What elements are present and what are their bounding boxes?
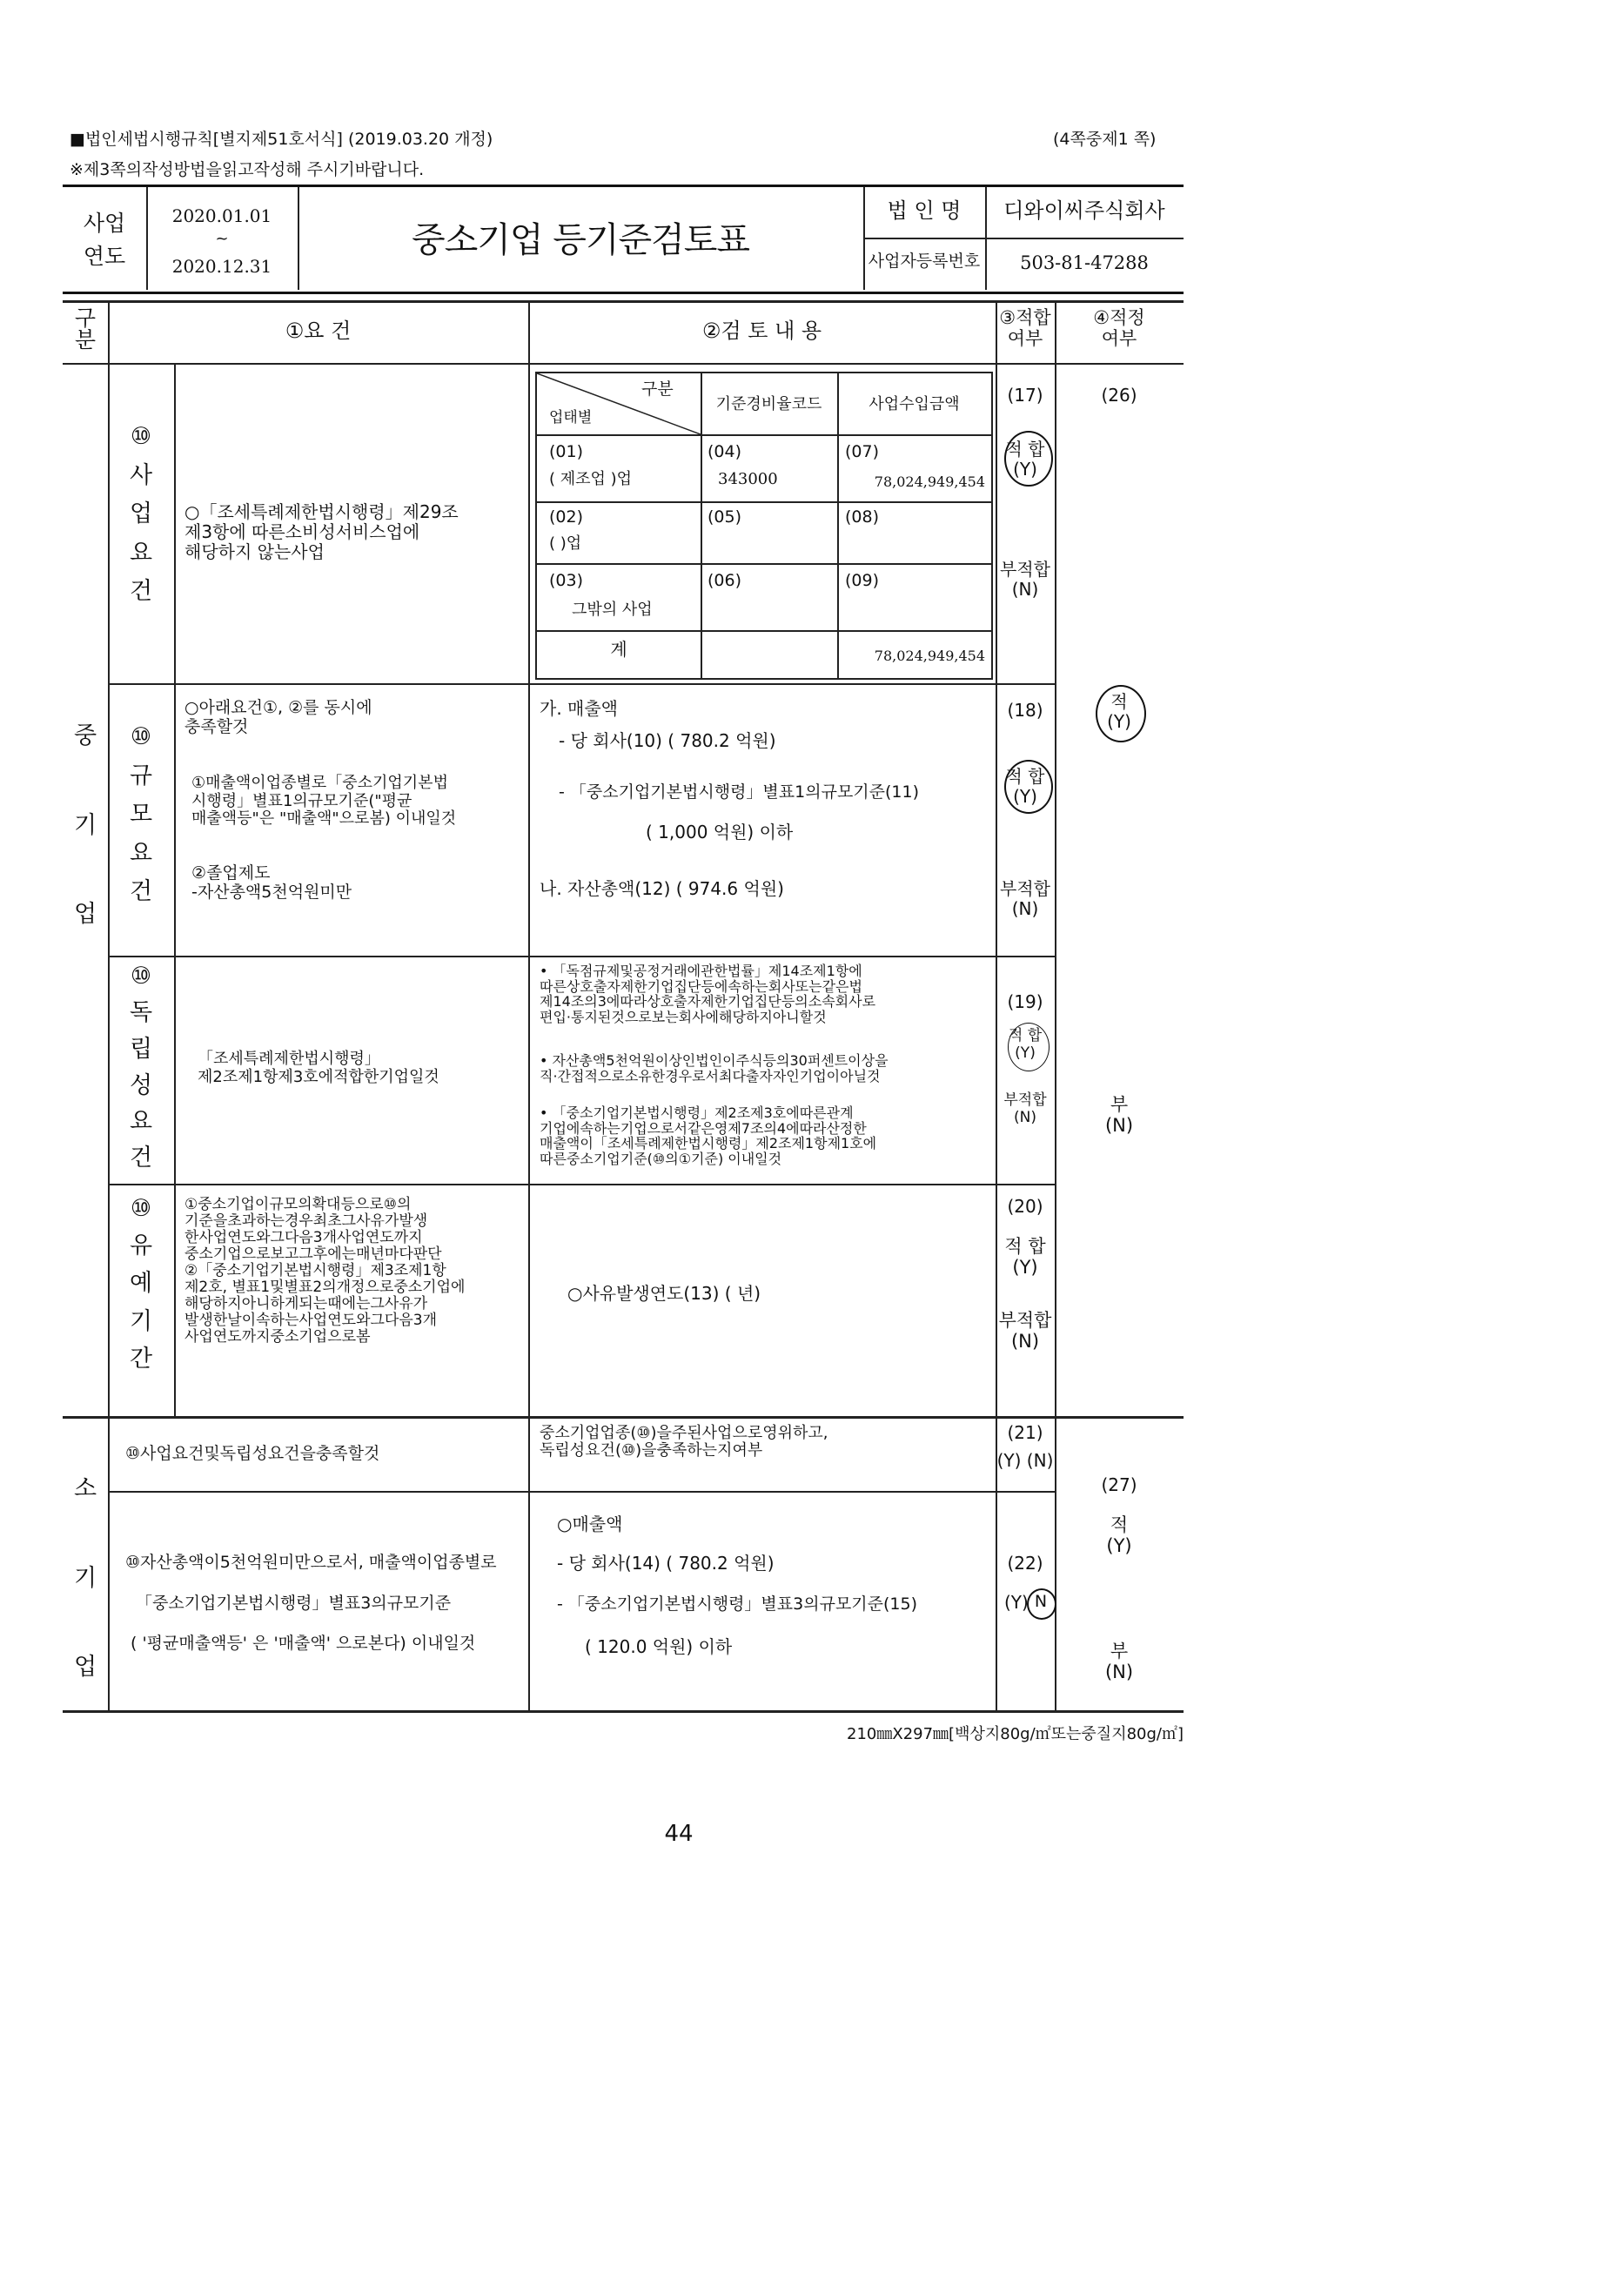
row106-rev-line-2: - 「중소기업기본법시행령」별표3의규모기준(15) <box>557 1594 918 1614</box>
instruction-note: ※제3쪽의작성방법을읽고작성해 주시기바랍니다. <box>70 160 425 179</box>
row102-label: ⑩ 규 모 요 건 <box>129 723 153 906</box>
r1-revenue: 78,024,949,454 <box>874 473 985 490</box>
row103-fit-yes: 적 합 (Y) <box>1008 1027 1043 1062</box>
page-title: 중소기업 등기준검토표 <box>411 220 750 260</box>
row106-fit-no: (22) <box>1007 1553 1043 1574</box>
row103-fit-no: (19) <box>1007 991 1043 1012</box>
row103-label: ⑩ 독 립 성 요 건 <box>129 963 153 1172</box>
total-revenue: 78,024,949,454 <box>874 648 985 664</box>
small-proper-no: (27) <box>1101 1474 1137 1495</box>
row102-fit-no: (18) <box>1007 700 1043 721</box>
total-label: 계 <box>610 639 627 660</box>
row106-fit-n: N <box>1034 1592 1048 1611</box>
row103-requirement: 「조세특례제한법시행령」 제2조제1항제3호에적합한기업일것 <box>198 1050 439 1086</box>
section-small: 소 기 업 <box>73 1475 97 1682</box>
row106-rev-title: ○매출액 <box>557 1514 623 1534</box>
r2-name: ( )업 <box>549 534 582 553</box>
row103-review-1: • 「독점규제및공정거래에관한법률」제14조제1항에 따른상호출자제한기업집단등에속하는회사또는같은법 제14조의3에따라상호출자제한기업집단등의소속회사로 편입·통지된것으로보는회사에해당하지아니할것 <box>540 963 876 1025</box>
year-label-2: 연도 <box>83 244 126 269</box>
row106-req-2: 「중소기업기본법시행령」별표3의규모기준 <box>136 1594 452 1613</box>
row106-rev-line-3: ( 120.0 억원) 이하 <box>585 1636 733 1657</box>
r1-code: 343000 <box>718 470 778 488</box>
r2-rev-no: (08) <box>845 507 880 527</box>
row102-rev-line-1: - 당 회사(10) ( 780.2 억원) <box>559 730 776 751</box>
row102-rev-title: 가. 매출액 <box>540 698 618 719</box>
row103-review-3: • 「중소기업기본법시행령」제2조제3호에따른관계 기업에속하는기업으로서같은영제7조의4에따라산정한 매출액이「조세특례제한법시행령」제2조제1항제1호에 따른중소기업기준(⑩의①기준) 이내일것 <box>540 1104 877 1167</box>
row102-asset-line: 나. 자산총액(12) ( 974.6 억원) <box>540 878 784 899</box>
row102-fit-no-label: 부적합 (N) <box>1000 878 1050 919</box>
row106-req-1: ⑩자산총액이5천억원미만으로서, 매출액이업종별로 <box>125 1553 497 1572</box>
row104-requirement: ①중소기업이규모의확대등으로⑩의 기준을초과하는경우최초그사유가발생 한사업연도와그다음3개사업연도까지 중소기업으로보고그후에는매년마다판단 ②「중소기업기본법시행령」제3조제1항 제2호, 별표1및별표2의개정으로중소기업에 해당하지아니하게되는때에는그사유가 발생한날이속하는사업연도와그다음3개 사업연도까지중소기업으로봄 <box>184 1196 466 1346</box>
review-form <box>63 300 1184 1715</box>
r2-code-no: (05) <box>708 507 742 527</box>
row105-fit-yn: (Y) (N) <box>996 1450 1054 1471</box>
r3-no: (03) <box>549 571 584 590</box>
col-header-fit: ③적합 여부 <box>999 307 1051 350</box>
r3-rev-no: (09) <box>845 571 880 590</box>
row102-rev-line-2: - 「중소기업기본법시행령」별표1의규모기준(11) <box>559 782 920 802</box>
r1-no: (01) <box>549 442 584 461</box>
row106-rev-line-1: - 당 회사(14) ( 780.2 억원) <box>557 1553 775 1574</box>
corp-name-label: 법 인 명 <box>887 198 962 223</box>
table-header-revenue: 사업수입금액 <box>869 395 960 413</box>
page-number: 44 <box>664 1821 694 1847</box>
corp-name: 디와이씨주식회사 <box>1003 198 1165 223</box>
row103-review-2: • 자산총액5천억원이상인법인이주식등의30퍼센트이상을 직·간접적으로소유한경우로서최다출자자인기업이아닐것 <box>540 1052 889 1084</box>
col-header-proper: ④적정 여부 <box>1093 307 1145 350</box>
row102-proper-yes: 적 (Y) <box>1107 691 1131 732</box>
row101-requirement: ○「조세특례제한법시행령」제29조 제3항에 따른소비성서비스업에 해당하지 않는사업 <box>184 501 459 562</box>
r2-no: (02) <box>549 507 584 527</box>
table-header-gubun: 구분 <box>641 379 674 399</box>
r3-name: 그밖의 사업 <box>572 601 653 619</box>
period-end: 2020.12.31 <box>171 256 272 277</box>
title-block <box>63 185 1184 294</box>
table-header-biz: 업태별 <box>549 409 593 426</box>
r1-name: ( 제조업 )업 <box>549 470 633 488</box>
row101-label: ⑩ 사 업 요 건 <box>129 423 153 606</box>
small-proper-yes: 적 (Y) <box>1106 1514 1132 1557</box>
row106-fit-y: (Y) <box>1004 1592 1029 1613</box>
row106-req-3: ( '평균매출액등' 은 '매출액' 으로본다) 이내일것 <box>131 1634 476 1653</box>
r1-code-no: (04) <box>708 442 742 461</box>
table-header-code: 기준경비율코드 <box>715 395 822 413</box>
row101-fit-no: (17) <box>1007 385 1043 406</box>
row104-fit-no-label: 부적합 (N) <box>998 1310 1052 1353</box>
row105-fit-no: (21) <box>1007 1422 1043 1443</box>
period-sep: ~ <box>215 230 229 248</box>
row101-proper-no: (26) <box>1101 385 1137 406</box>
r3-code-no: (06) <box>708 571 742 590</box>
row104-review: ○사유발생연도(13) ( 년) <box>567 1283 761 1304</box>
small-proper-no-label: 부 (N) <box>1104 1641 1134 1683</box>
row101-fit-yes: 적 합 (Y) <box>1005 439 1045 480</box>
row102-rev-line-3: ( 1,000 억원) 이하 <box>646 822 794 843</box>
section-midsize: 중 기 업 <box>73 722 97 929</box>
row105-requirement: ⑩사업요건및독립성요건을충족할것 <box>125 1444 380 1463</box>
row102-fit-yes: 적 합 (Y) <box>1005 766 1045 807</box>
row103-proper-no-label: 부 (N) <box>1104 1094 1134 1137</box>
col-header-review: ②검 토 내 용 <box>701 319 822 343</box>
r1-rev-no: (07) <box>845 442 880 461</box>
row105-review: 중소기업업종(⑩)을주된사업으로영위하고, 독립성요건(⑩)을충족하는지여부 <box>540 1424 828 1460</box>
row104-label: ⑩ 유 예 기 간 <box>129 1195 153 1373</box>
form-reference: ■법인세법시행규칙[별지제51호서식] (2019.03.20 개정) <box>70 130 493 149</box>
row102-req-3: ②졸업제도 -자산총액5천억원미만 <box>191 863 352 902</box>
year-label-1: 사업 <box>83 211 126 236</box>
reg-no-label: 사업자등록번호 <box>868 252 981 271</box>
row101-revenue-table <box>535 372 993 680</box>
row101-fit-no-label: 부적합 (N) <box>1000 559 1050 600</box>
row104-fit-yes: 적 합 (Y) <box>1004 1236 1046 1279</box>
col-header-gubun: 구 분 <box>74 305 97 352</box>
period-start: 2020.01.01 <box>171 205 272 226</box>
col-header-requirement: ①요 건 <box>285 319 352 343</box>
row103-fit-no-label: 부적합 (N) <box>1003 1091 1047 1126</box>
paper-spec: 210㎜X297㎜[백상지80g/㎡또는중질지80g/㎡] <box>847 1725 1184 1743</box>
row102-req-1: ○아래요건①, ②를 동시에 충족할것 <box>184 698 372 736</box>
row102-req-2: ①매출액이업종별로「중소기업기본법 시행령」별표1의규모기준("평균 매출액등"은 "매출액"으로봄) 이내일것 <box>191 774 457 829</box>
reg-no: 503-81-47288 <box>1020 252 1149 273</box>
page-of: (4쪽중제1 쪽) <box>1053 130 1157 149</box>
row104-fit-no: (20) <box>1007 1196 1043 1217</box>
